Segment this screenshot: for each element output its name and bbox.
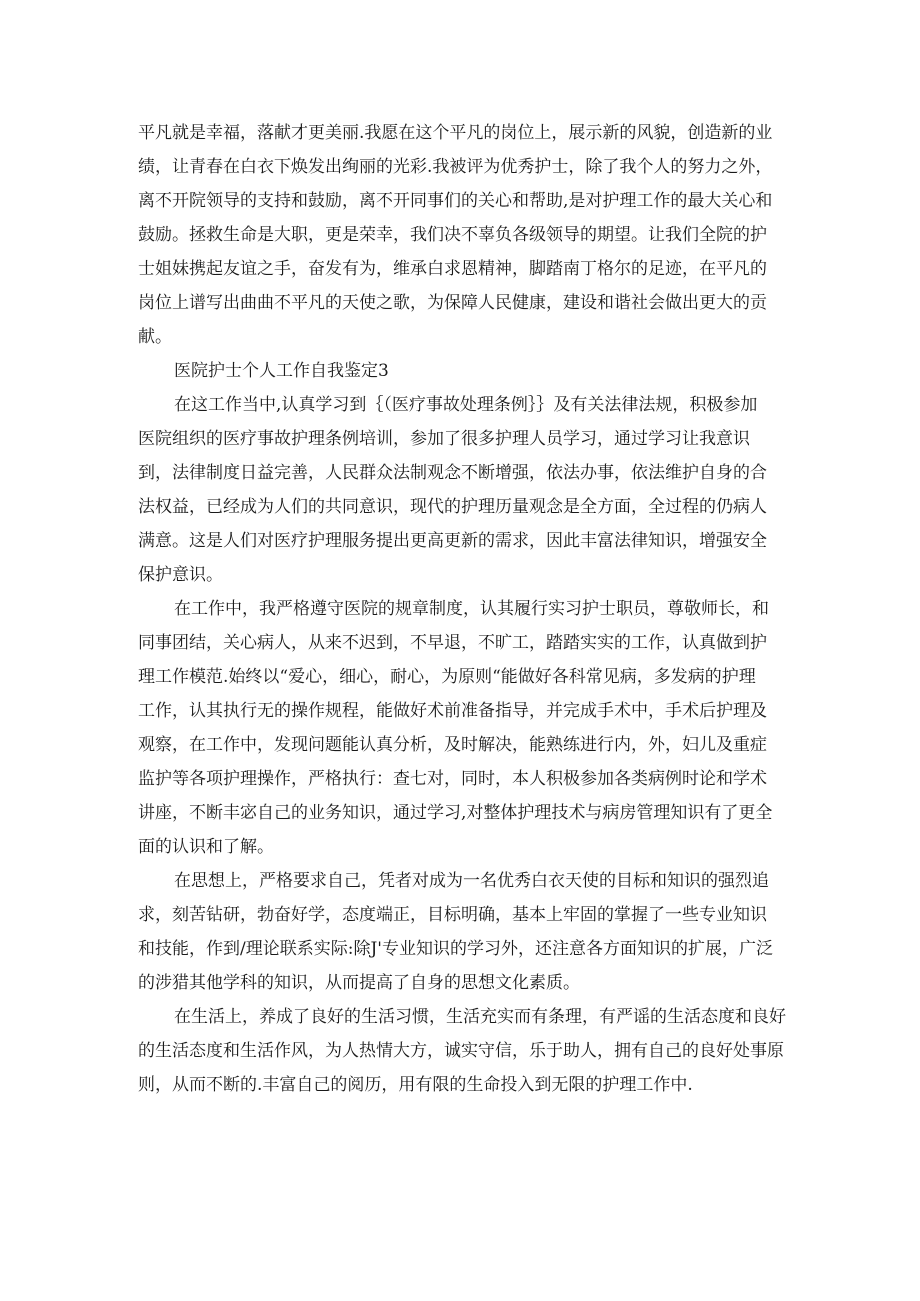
text-line: 医院组织的医疗事故护理条例培训，参加了很多护理人员学习，通过学习让我意识: [138, 429, 750, 449]
text-line: 在思想上，严格要求自己，凭者对成为一名优秀白衣天使的目标和知识的强烈追: [174, 871, 769, 891]
text-line: 法权益，已经成为人们的共同意识，现代的护理历量观念是全方面，全过程的仍病人: [138, 497, 767, 517]
text-line: 工作，认其执行无的操作规程，能做好术前准备指导，并完成手术中，手术后护理及: [138, 701, 767, 721]
document-body: [138, 116, 786, 1102]
text-line: 满意。这是人们对医疗护理服务提出更高更新的需求，因此丰富法律知识，增强安全: [138, 531, 767, 551]
text-line: 讲座，不断丰宓自己的业务知识，通过学习,对整体护理技术与病房管理知识有了更全: [138, 803, 773, 823]
text-line: 的涉猎其他学科的知识，从而提高了自身的思想文化素质。: [138, 973, 580, 993]
text-line: 绩，让青春在白衣下焕发出绚丽的光彩.我被评为优秀护士，除了我个人的努力之外，: [138, 157, 773, 177]
text-line: 则，从而不断的.丰富自己的阅历，用有限的生命投入到无限的护理工作中.: [138, 1075, 693, 1095]
section-heading: [138, 354, 782, 388]
text-line: 在工作中，我严格遵守医院的规章制度，认其履行实习护士职员，尊敬师长，和: [174, 599, 769, 619]
text-line: 同事团结，关心病人，从来不迟到，不早退，不旷工，踏踏实实的工作，认真做到护: [138, 633, 767, 653]
text-line: 鼓励。拯救生命是大职，更是荣幸，我们决不辜负各级领导的期望。让我们全院的护: [138, 225, 767, 245]
text-line: 到，法律制度日益完善，人民群众法制观念不断增强，依法办事，依法维护自身的合: [138, 463, 767, 483]
text-line: 离不开院领导的支持和鼓励，离不开同事们的关心和帮助,是对护理工作的最大关心和: [138, 191, 773, 211]
section-heading-text: 医院护士个人工作自我鉴定3: [174, 361, 389, 381]
text-line: 监护等各项护理操作，严格执行：查七对，同时，本人积极参加各类病例时论和学术: [138, 769, 767, 789]
text-line: 和技能，作到/理论联系实际:除J'专业知识的学习外，还注意各方面知识的扩展，广泛: [138, 939, 773, 959]
text-line: 的生活态度和生活作风，为人热情大方，诚实守信，乐于助人，拥有自己的良好处事原: [138, 1041, 784, 1061]
text-line: 观察，在工作中，发现问题能认真分析，及时解决，能熟练进行内，外，妇儿及重症: [138, 735, 767, 755]
text-line: 理工作模范.始终以“爱心，细心，耐心，为原则“能做好各科常见病，多发病的护理: [138, 667, 756, 687]
paragraph-life: [138, 1000, 786, 1102]
text-line: 士姐妹携起友谊之手，奋发有为，维承白求恩精神，脚踏南丁格尔的足迹，在平凡的: [138, 259, 767, 279]
text-line: 保护意识。: [138, 565, 223, 585]
text-line: 面的认识和了解。: [138, 837, 274, 857]
paragraph-law-study: [138, 388, 782, 592]
text-line: 平凡就是幸福，落献才更美丽.我愿在这个平凡的岗位上，展示新的风貌，创造新的业: [138, 123, 773, 143]
paragraph-work: [138, 592, 782, 864]
text-line: 在生活上，养成了良好的生活习惯，生活充实而有条理，有严谣的生活态度和良好: [174, 1007, 786, 1027]
paragraph-thought: [138, 864, 782, 1000]
text-line: 求，刻苦钻研，勃奋好学，态度端正，目标明确，基本上牢固的掌握了一些专业知识: [138, 905, 767, 925]
text-line: 献。: [138, 327, 172, 347]
text-line: 岗位上谱写出曲曲不平凡的天使之歌，为保障人民健康，建设和谐社会做出更大的贡: [138, 293, 767, 313]
text-line: 在这工作当中,认真学习到｛（医疗事故处理条例｝｝及有关法律法规，积极参加: [174, 395, 758, 415]
paragraph-closing-previous: [138, 116, 782, 354]
